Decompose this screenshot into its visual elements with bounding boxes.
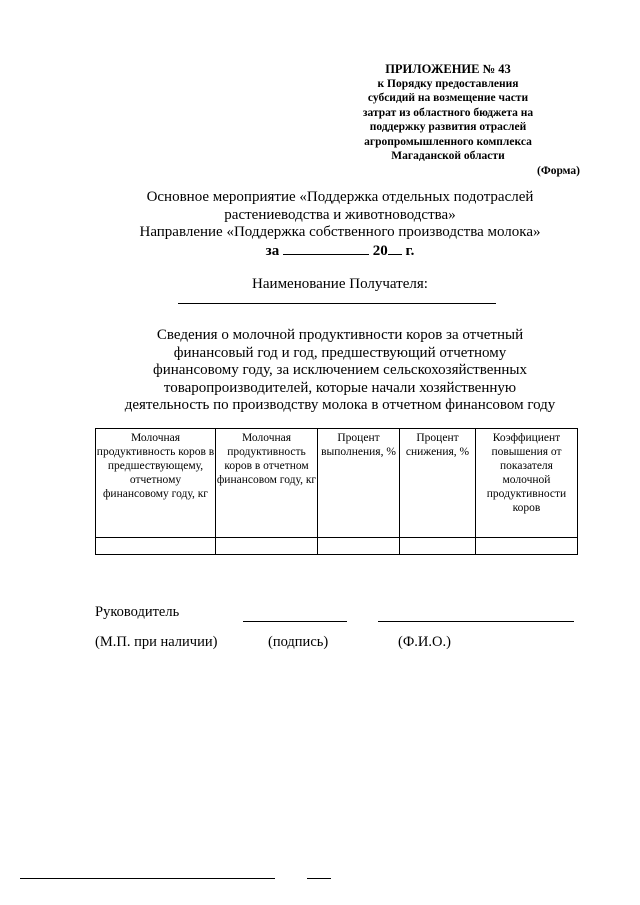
description — [60, 327, 620, 415]
event-line-1: Основное мероприятие «Поддержка отдельных подотраслей — [146, 189, 534, 205]
description-line: финансовый год и год, предшествующий отчетному — [173, 344, 507, 361]
table-header: Процент выполнения, % — [318, 429, 400, 538]
table-header: Молочная продуктивность коров в отчетном финансовом году, кг — [216, 429, 318, 538]
appendix-line: субсидий на возмещение части — [367, 92, 529, 104]
form-label: (Форма) — [536, 164, 580, 177]
event-title — [60, 189, 620, 260]
name-label: (Ф.И.О.) — [398, 634, 451, 650]
reporting-period — [60, 242, 620, 261]
event-line-2: растениеводства и животноводства» — [224, 206, 456, 223]
description-line: финансовому году, за исключением сельскохозяйственных — [152, 362, 528, 378]
table-header-row — [96, 429, 578, 538]
description-line: товаропроизводителей, которые начали хозяйственную — [163, 379, 517, 396]
description-line: Сведения о молочной продуктивности коров за отчетный — [156, 327, 524, 343]
signature-line — [243, 621, 347, 622]
head-label: Руководитель — [95, 604, 180, 620]
appendix-line: агропромышленного комплекса — [364, 135, 532, 148]
appendix-header — [318, 62, 578, 178]
period-blank — [283, 242, 369, 255]
description-line: деятельность по производству молока в отчетном финансовом году — [124, 397, 556, 413]
event-line-3: Направление «Поддержка собственного производства молока» — [139, 224, 541, 240]
period-prefix: за — [265, 242, 280, 259]
table-cell[interactable] — [400, 538, 476, 555]
period-suffix: г. — [405, 242, 415, 259]
signature-label: (подпись) — [268, 634, 329, 650]
appendix-line: затрат из областного бюджета на — [362, 106, 534, 119]
table-cell[interactable] — [476, 538, 578, 555]
recipient-label: Наименование Получателя: — [252, 276, 428, 292]
recipient-line — [178, 303, 496, 304]
footnote-separator — [20, 878, 275, 879]
appendix-line: поддержку развития отраслей — [369, 121, 527, 133]
stamp-label: (М.П. при наличии) — [95, 634, 218, 650]
period-year-prefix: 20 — [372, 242, 388, 259]
footnote-separator — [307, 878, 331, 879]
appendix-line: к Порядку предоставления — [377, 77, 519, 90]
table-header: Молочная продуктивность коров в предшествующему, отчетному финансовому году, кг — [96, 429, 216, 538]
table-cell[interactable] — [216, 538, 318, 555]
appendix-title: ПРИЛОЖЕНИЕ № 43 — [385, 62, 511, 76]
table-header: Коэффициент повышения от показателя молочной продуктивности коров — [476, 429, 578, 538]
year-blank — [388, 242, 402, 255]
appendix-line: Магаданской области — [391, 150, 505, 162]
table-header: Процент снижения, % — [400, 429, 476, 538]
name-line — [378, 621, 574, 622]
table-row — [96, 538, 578, 555]
table-cell[interactable] — [318, 538, 400, 555]
table-cell[interactable] — [96, 538, 216, 555]
data-table — [95, 428, 578, 555]
